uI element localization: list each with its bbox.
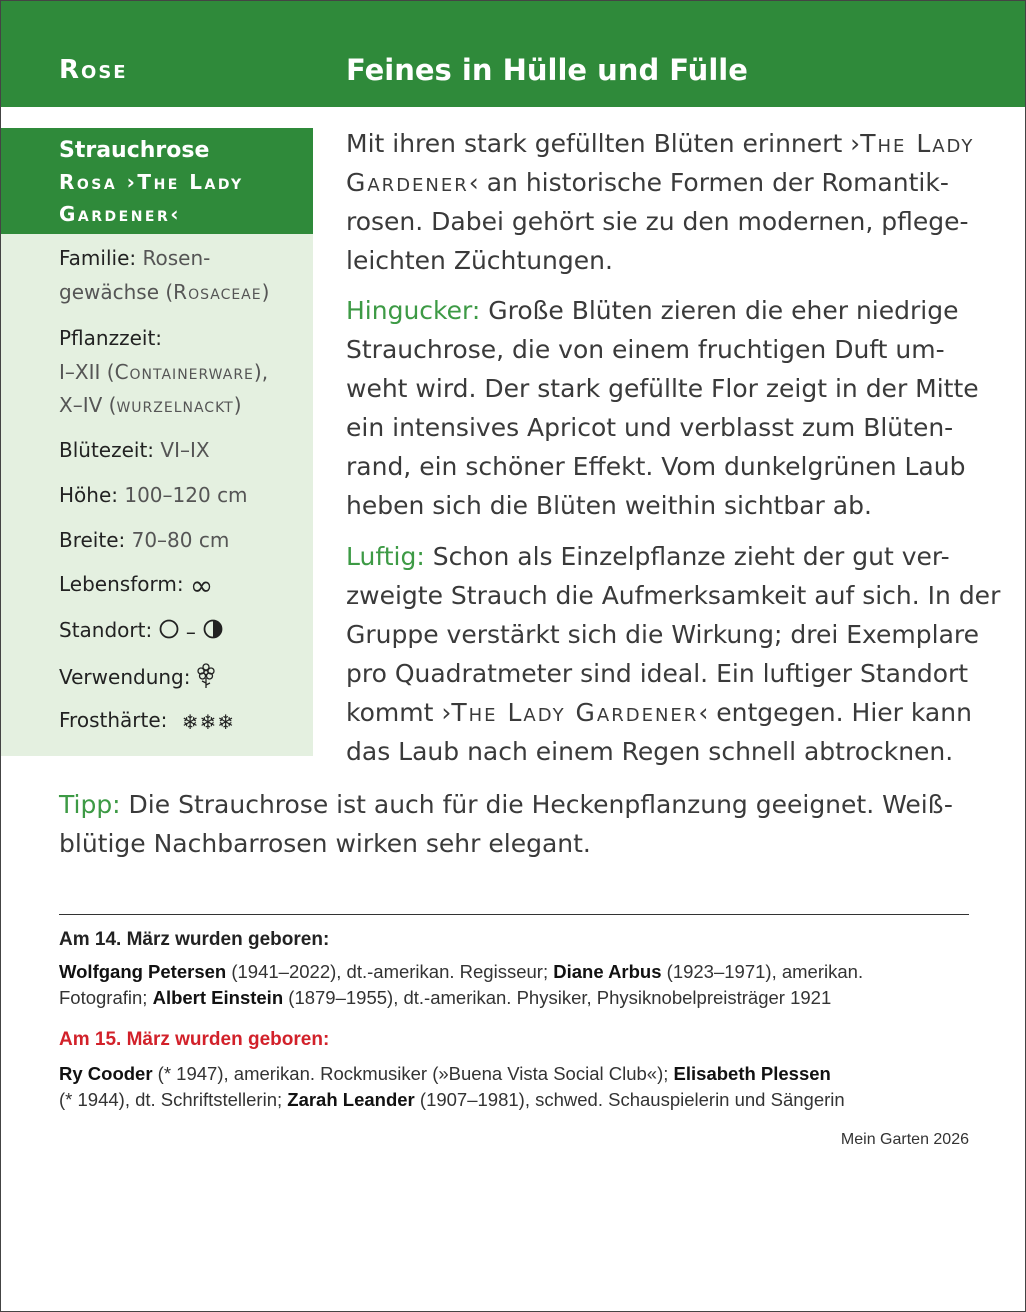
text-span: ‹ entgegen. Hier kann xyxy=(698,698,972,727)
plant-name-box xyxy=(1,128,313,234)
footer-publication: Mein Garten 2026 xyxy=(840,1131,969,1148)
fact-value: Rosen- xyxy=(136,246,211,270)
tip-label: Tipp: xyxy=(59,790,121,819)
fact-label: Verwendung: xyxy=(59,665,191,689)
fact-label: Blütezeit: xyxy=(59,438,155,462)
fact-label: Breite: xyxy=(59,528,126,552)
text-span: (* 1947), amerikan. Rockmusiker (»Buena Vista Social Club«); xyxy=(152,1063,674,1084)
text-span: (* 1944), dt. Schriftstellerin; xyxy=(59,1089,288,1110)
plant-facts-panel xyxy=(1,234,313,756)
text-span: Schon als Einzelpflanze zieht der gut ver- xyxy=(424,542,950,571)
fact-value: I–XII ( xyxy=(59,360,115,384)
person-name: Albert Einstein xyxy=(152,987,284,1008)
fact-label: Familie: xyxy=(59,246,137,270)
plant-latin-name-line2: Gardener‹ xyxy=(59,202,182,226)
person-name: Ry Cooder xyxy=(59,1063,153,1084)
snowflake-icon: ❄❄❄ xyxy=(181,709,236,734)
fact-hoehe xyxy=(59,483,248,507)
flower-icon xyxy=(197,663,215,694)
birthdays-14-heading: Am 14. März wurden geboren: xyxy=(59,929,330,950)
person-name: Zarah Leander xyxy=(287,1089,415,1110)
text-span: ‹ an historische Formen der Romantik- xyxy=(468,168,949,197)
paragraph-label: Hingucker: xyxy=(346,296,481,325)
fact-value: wurzelnackt xyxy=(116,393,234,417)
category-label: Rose xyxy=(59,55,128,85)
text-line: leichten Züchtungen. xyxy=(346,246,613,275)
fact-familie xyxy=(59,246,210,270)
fact-value: Containerware xyxy=(114,360,254,384)
fact-frosthaerte xyxy=(59,708,235,734)
range-dash: – xyxy=(185,619,196,644)
text-line: rosen. Dabei gehört sie zu den modernen, pflege- xyxy=(346,207,969,236)
fact-verwendung xyxy=(59,663,215,694)
birthdays-14-line1 xyxy=(59,961,863,983)
text-line: heben sich die Blüten weithin sichtbar ab. xyxy=(346,491,872,520)
text-span: Große Blüten zieren die eher niedrige xyxy=(480,296,959,325)
divider xyxy=(59,914,969,915)
page-title: Feines in Hülle und Fülle xyxy=(346,53,748,87)
paragraph-luftig xyxy=(346,537,1001,771)
text-line: blütige Nachbarrosen wirken sehr elegant. xyxy=(59,829,591,858)
text-span: Die Strauchrose ist auch für die Heckenpflanzung geeignet. Weiß- xyxy=(120,790,953,819)
fact-pflanzzeit-line2 xyxy=(59,393,242,417)
fact-breite xyxy=(59,528,229,552)
text-span: kommt › xyxy=(346,698,452,727)
fact-value: ) xyxy=(233,393,242,417)
fact-pflanzzeit-line1 xyxy=(59,360,268,384)
fact-value: 100–120 cm xyxy=(118,483,248,507)
fact-label: Pflanzzeit: xyxy=(59,326,163,350)
birthdays-14-line2 xyxy=(59,987,831,1009)
text-span: Mit ihren stark gefüllten Blüten erinnert › xyxy=(346,129,861,158)
fact-label: Standort: xyxy=(59,618,153,642)
text-line: weht wird. Der stark gefüllte Flor zeigt in der Mitte xyxy=(346,374,979,403)
person-name: Diane Arbus xyxy=(553,961,662,982)
text-span: (1907–1981), schwed. Schauspielerin und Sängerin xyxy=(414,1089,845,1110)
fact-value: ), xyxy=(253,360,269,384)
fact-value: ) xyxy=(261,280,270,304)
text-line: ein intensives Apricot und verblasst zum Blüten- xyxy=(346,413,954,442)
text-line: rand, ein schöner Effekt. Vom dunkelgrünen Laub xyxy=(346,452,966,481)
fact-lebensform xyxy=(59,568,214,602)
paragraph-label: Luftig: xyxy=(346,542,425,571)
person-name: Wolfgang Petersen xyxy=(59,961,227,982)
perennial-icon: ∞ xyxy=(189,568,214,602)
fact-value: gewächse ( xyxy=(59,280,174,304)
text-span: (1879–1955), dt.-amerikan. Physiker, Physiknobelpreisträger 1921 xyxy=(283,987,832,1008)
page-header xyxy=(1,1,1025,107)
fact-standort xyxy=(59,618,223,644)
rose-variety-name: The Lady Gardener xyxy=(451,698,699,727)
text-line: zweigte Strauch die Aufmerksamkeit auf sich. In der xyxy=(346,581,1001,610)
text-line: Gruppe verstärkt sich die Wirkung; drei Exemplare xyxy=(346,620,980,649)
text-line: pro Quadratmeter sind ideal. Ein luftiger Standort xyxy=(346,659,969,688)
fact-pflanzzeit xyxy=(59,326,162,350)
paragraph-hingucker xyxy=(346,291,986,525)
fact-label: Höhe: xyxy=(59,483,118,507)
plant-common-name: Strauchrose xyxy=(59,138,210,163)
half-shade-icon xyxy=(203,619,223,644)
birthdays-15-line1 xyxy=(59,1063,831,1085)
birthdays-15-heading: Am 15. März wurden geboren: xyxy=(59,1029,330,1050)
rose-variety-name: Gardener xyxy=(346,168,469,197)
paragraph-intro xyxy=(346,124,986,280)
text-line: Strauchrose, die von einem fruchtigen Duft um- xyxy=(346,335,945,364)
text-line: das Laub nach einem Regen schnell abtrocknen. xyxy=(346,737,954,766)
text-span: (1941–2022), dt.-amerikan. Regisseur; xyxy=(226,961,554,982)
plant-latin-name-line1: Rosa ›The Lady xyxy=(59,170,244,194)
fact-label: Frosthärte: xyxy=(59,708,168,732)
birthdays-15-line2 xyxy=(59,1089,845,1111)
fact-label: Lebensform: xyxy=(59,572,184,596)
fact-value: VI–IX xyxy=(154,438,210,462)
fact-value: 70–80 cm xyxy=(125,528,230,552)
rose-variety-name: The Lady xyxy=(860,129,975,158)
text-span: (1923–1971), amerikan. xyxy=(661,961,864,982)
sun-icon xyxy=(159,619,179,644)
fact-value: X–IV ( xyxy=(59,393,117,417)
person-name: Elisabeth Plessen xyxy=(673,1063,831,1084)
tip-paragraph xyxy=(59,785,979,863)
fact-bluetezeit xyxy=(59,438,210,462)
text-span: Fotografin; xyxy=(59,987,153,1008)
fact-familie-cont xyxy=(59,280,269,304)
fact-value-latin: Rosaceae xyxy=(173,280,262,304)
